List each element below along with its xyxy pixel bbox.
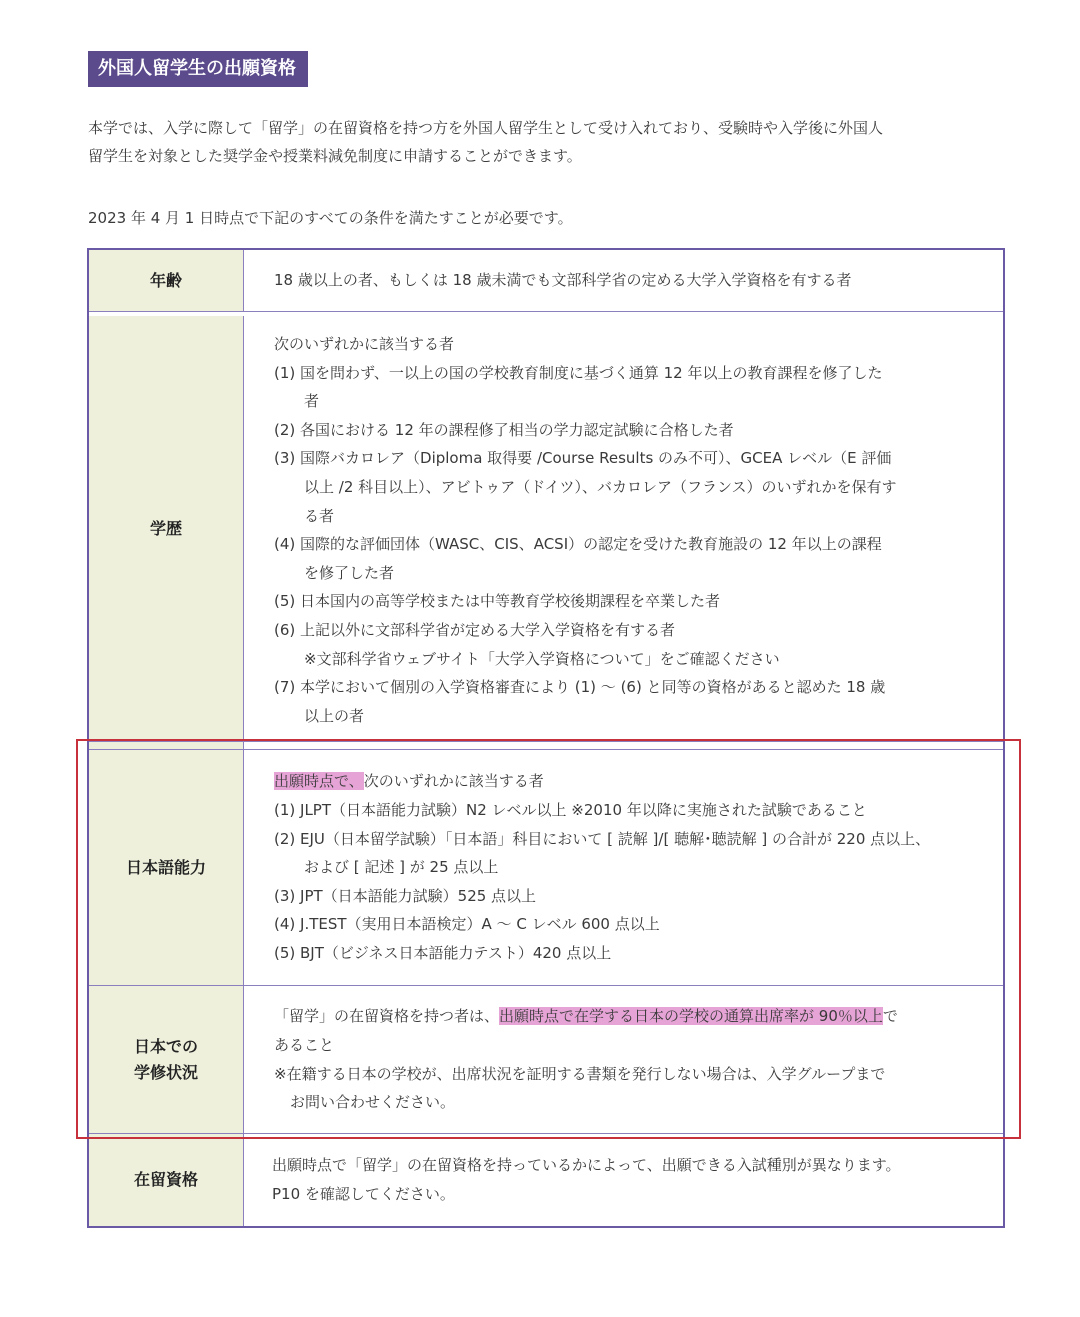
age-text: 18 歳以上の者、もしくは 18 歳未満でも文部科学省の定める大学入学資格を有する者 <box>274 271 852 290</box>
highlight-text: 出願時点で、 <box>274 772 364 791</box>
education-line: (2) 各国における 12 年の課程修了相当の学力認定試験に合格した者 <box>274 420 734 439</box>
japanese-line: (1) JLPT（日本語能力試験）N2 レベル以上 ※2010 年以降に実施された試験であること <box>274 801 867 820</box>
study-post: で <box>882 1007 898 1026</box>
row-label-education: 学歴 <box>89 316 244 741</box>
intro-line: 留学生を対象とした奨学金や授業料減免制度に申請することができます。 <box>88 147 582 165</box>
row-content-education <box>244 316 1003 741</box>
japanese-line: (4) J.TEST（実用日本語検定）A 〜 C レベル 600 点以上 <box>274 915 660 934</box>
education-line: を修了した者 <box>304 563 395 582</box>
intro-paragraph <box>88 114 1018 170</box>
study-note: ※在籍する日本の学校が、出席状況を証明する書類を発行しない場合は、入学グループまで <box>274 1064 886 1083</box>
study-line <box>274 1002 993 1031</box>
education-line: (7) 本学において個別の入学資格審査により (1) 〜 (6) と同等の資格があると認めた 18 歳 <box>274 678 886 697</box>
education-line: (5) 日本国内の高等学校または中等教育学校後期課程を卒業した者 <box>274 592 721 611</box>
visa-line: P10 を確認してください。 <box>272 1185 455 1203</box>
condition-statement: 2023 年 4 月 1 日時点で下記のすべての条件を満たすことが必要です。 <box>88 209 573 227</box>
row-label-japanese: 日本語能力 <box>89 750 244 985</box>
intro-line: 本学では、入学に際して「留学」の在留資格を持つ方を外国人留学生として受け入れており、受験時や入学後に外国人 <box>88 119 884 137</box>
table-row-study <box>89 986 1003 1134</box>
study-label-line: 学修状況 <box>133 1062 198 1082</box>
row-label-visa: 在留資格 <box>89 1134 244 1226</box>
table-row-age <box>89 250 1003 312</box>
study-label-line: 日本での <box>133 1036 198 1056</box>
row-content-age <box>244 250 1003 311</box>
study-pre: 「留学」の在留資格を持つ者は、 <box>274 1007 500 1026</box>
spacer-label-cell <box>89 742 244 749</box>
table-row-visa <box>89 1134 1003 1226</box>
eligibility-table <box>87 248 1005 1228</box>
education-line: 以上の者 <box>304 706 365 725</box>
row-content-japanese <box>244 750 1003 985</box>
japanese-intro-rest: 次のいずれかに該当する者 <box>363 772 544 791</box>
education-line: ※文部科学省ウェブサイト「大学入学資格について」をご確認ください <box>304 649 780 668</box>
study-line: あること <box>274 1035 335 1054</box>
table-row-spacer <box>89 742 1003 750</box>
japanese-line: (3) JPT（日本語能力試験）525 点以上 <box>274 886 537 905</box>
japanese-line: (2) EJU（日本留学試験）「日本語」科目において [ 読解 ]/[ 聴解･聴読解 ] の合計が 220 点以上、 <box>274 829 931 848</box>
highlight-text: 出願時点で在学する日本の学校の通算出席率が 90％以上 <box>499 1007 883 1026</box>
japanese-line: および [ 記述 ] が 25 点以上 <box>304 858 499 877</box>
row-label-study <box>89 986 244 1133</box>
japanese-line: (5) BJT（ビジネス日本語能力テスト）420 点以上 <box>274 943 612 962</box>
education-line: る者 <box>304 506 335 525</box>
education-line: 以上 /2 科目以上）、アビトゥア（ドイツ）、バカロレア（フランス）のいずれかを保有す <box>304 477 897 496</box>
education-line: (4) 国際的な評価団体（WASC、CIS、ACSI）の認定を受けた教育施設の 12 年以上の課程 <box>274 535 882 554</box>
japanese-intro <box>274 767 993 796</box>
section-heading: 外国人留学生の出願資格 <box>88 51 308 87</box>
study-note: お問い合わせください。 <box>290 1093 456 1112</box>
education-line: (3) 国際バカロレア（Diploma 取得要 /Course Results のみ不可）、GCEA レベル（E 評価 <box>274 449 892 468</box>
row-label-age: 年齢 <box>89 250 244 311</box>
row-content-study <box>244 986 1003 1133</box>
row-content-visa <box>244 1134 1003 1226</box>
visa-line: 出願時点で「留学」の在留資格を持っているかによって、出願できる入試種別が異なります。 <box>272 1156 901 1175</box>
table-row-education <box>89 312 1003 742</box>
education-line: (6) 上記以外に文部科学省が定める大学入学資格を有する者 <box>274 620 676 639</box>
table-row-japanese <box>89 750 1003 986</box>
education-line: 次のいずれかに該当する者 <box>274 335 455 353</box>
education-line: 者 <box>304 392 320 411</box>
education-line: (1) 国を問わず、一以上の国の学校教育制度に基づく通算 12 年以上の教育課程を修了した <box>274 363 883 382</box>
spacer-content-cell <box>244 742 1003 749</box>
